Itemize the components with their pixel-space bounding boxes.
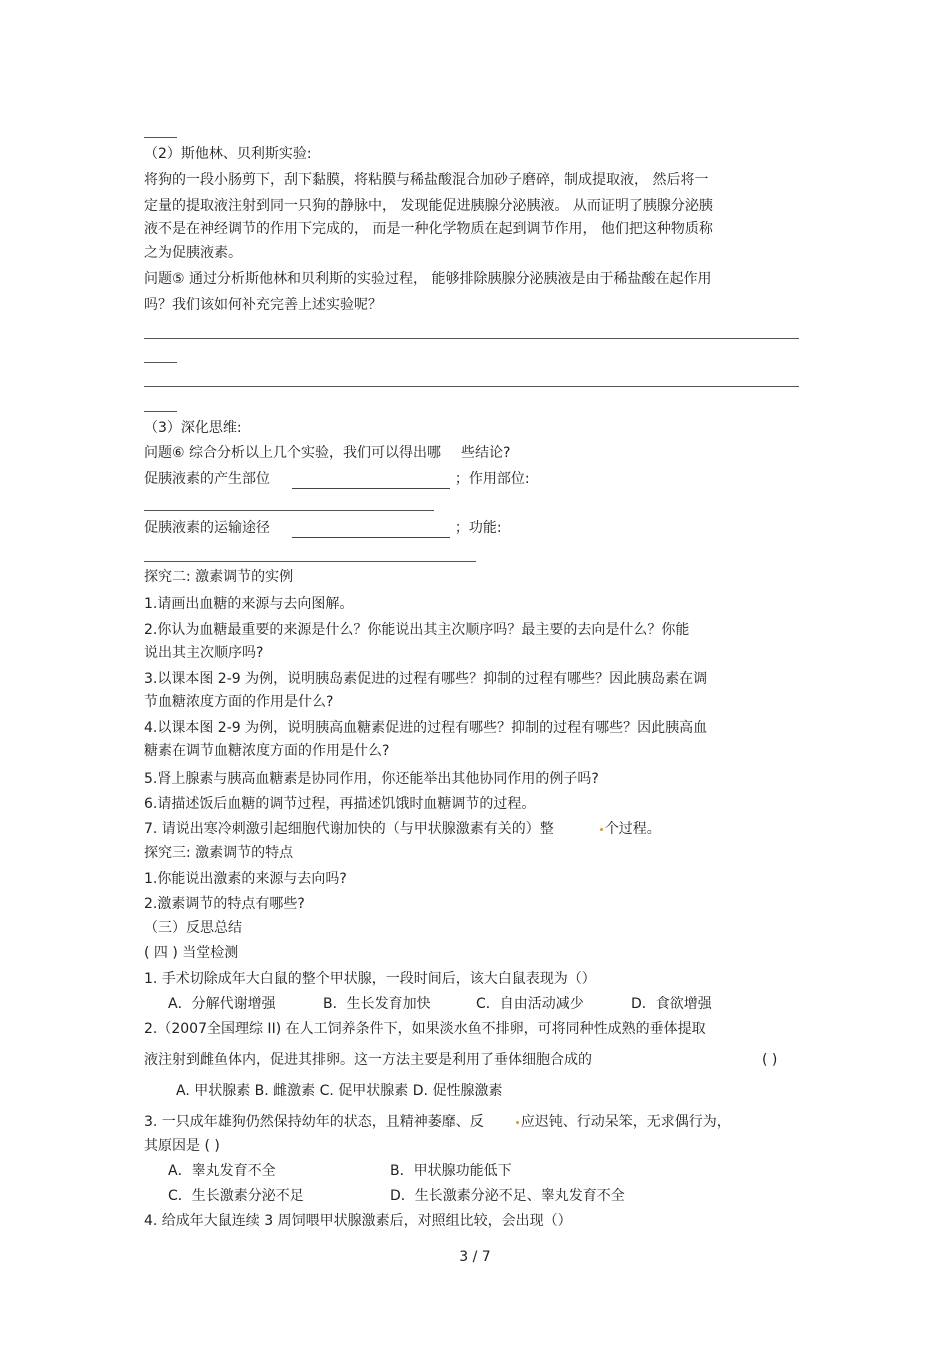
explore2-item: 3.以课本图 2-9 为例，说明胰岛素促进的过程有哪些？抑制的过程有哪些？因此胰岛素在调 <box>144 671 708 687</box>
explore2-item: 说出其主次顺序吗? <box>144 645 264 661</box>
q3-option-c[interactable]: C．生长激素分泌不足 <box>168 1188 304 1204</box>
origin-label: 促胰液素的产生部位 <box>144 471 270 487</box>
q3-tail: 应迟钝、行动呆笨，无求偶行为， <box>520 1114 731 1130</box>
q3-option-d[interactable]: D．生长激素分泌不足、睾丸发育不全 <box>390 1188 625 1204</box>
section2-paragraph-line: 之为促胰液素。 <box>144 245 242 261</box>
transport-row <box>144 518 502 538</box>
explore2-item: 2.你认为血糖最重要的来源是什么？你能说出其主次顺序吗？最主要的去向是什么？你能 <box>144 622 690 638</box>
q2-options: A. 甲状腺素 B. 雌激素 C. 促甲状腺素 D. 促性腺激素 <box>176 1083 503 1099</box>
q1-option-b[interactable]: B．生长发育加快 <box>323 996 431 1012</box>
answer-line[interactable] <box>144 338 799 339</box>
q1-option-a[interactable]: A．分解代谢增强 <box>168 996 276 1012</box>
test-heading: ( 四 ) 当堂检测 <box>144 945 239 961</box>
function-answer-line[interactable] <box>144 561 476 562</box>
question-5-cont: 吗？我们该如何补充完善上述实验呢？ <box>144 297 382 313</box>
explore3-item: 2.激素调节的特点有哪些? <box>144 896 305 912</box>
answer-line-stub <box>144 137 177 138</box>
summary-heading: （三）反思总结 <box>144 920 242 936</box>
question-6 <box>144 443 510 463</box>
q3-option-a[interactable]: A．睾丸发育不全 <box>168 1163 276 1179</box>
q1-option-c[interactable]: C．自由活动减少 <box>476 996 584 1012</box>
section2-heading: （2）斯他林、贝利斯实验: <box>144 146 312 162</box>
origin-row <box>144 469 530 489</box>
q1-option-d[interactable]: D．食欲增强 <box>631 996 712 1012</box>
explore2-item: 1.请画出血糖的来源与去向图解。 <box>144 596 354 612</box>
question-6-tail: 些结论? <box>461 445 511 461</box>
origin-blank[interactable] <box>292 474 450 489</box>
function-label: ；功能: <box>454 520 502 536</box>
item7-text: 7. 请说出寒冷刺激引起细胞代谢加快的（与甲状腺激素有关的）整 <box>144 821 554 837</box>
explore2-item: 节血糖浓度方面的作用是什么? <box>144 694 334 710</box>
explore2-item-7 <box>144 819 661 839</box>
question-6-text: 问题⑥ 综合分析以上几个实验，我们可以得出哪 <box>144 445 441 461</box>
test-question-1: 1. 手术切除成年大白鼠的整个甲状腺，一段时间后，该大白鼠表现为（） <box>144 971 596 987</box>
section3-heading: （3）深化思维: <box>144 420 242 436</box>
q2-answer-paren[interactable]: ( ) <box>762 1052 778 1068</box>
transport-label: 促胰液素的运输途径 <box>144 520 270 536</box>
test-question-2: 2.（2007全国理综 II) 在人工饲养条件下，如果淡水鱼不排卵，可将同种性成熟的垂体提取 <box>144 1021 706 1037</box>
test-question-3 <box>144 1112 731 1132</box>
mark-dot <box>600 828 603 831</box>
page-number: 3 / 7 <box>459 1249 491 1265</box>
explore2-heading: 探究二: 激素调节的实例 <box>144 569 294 585</box>
q3-option-b[interactable]: B．甲状腺功能低下 <box>390 1163 512 1179</box>
question-5: 问题⑤ 通过分析斯他林和贝利斯的实验过程， 能够排除胰腺分泌胰液是由于稀盐酸在起作用 <box>144 271 712 287</box>
mark-dot <box>516 1121 519 1124</box>
explore2-item: 糖素在调节血糖浓度方面的作用是什么? <box>144 743 390 759</box>
explore2-item: 6.请描述饭后血糖的调节过程，再描述饥饿时血糖调节的过程。 <box>144 796 536 812</box>
q3-text: 3. 一只成年雄狗仍然保持幼年的状态，且精神萎靡、反 <box>144 1114 484 1130</box>
test-question-4: 4. 给成年大鼠连续 3 周饲喂甲状腺激素后，对照组比较，会出现（） <box>144 1213 572 1229</box>
explore3-item: 1.你能说出激素的来源与去向吗? <box>144 871 347 887</box>
answer-line-stub <box>144 362 177 363</box>
explore2-item: 4.以课本图 2-9 为例，说明胰高血糖素促进的过程有哪些？抑制的过程有哪些？因此胰高血 <box>144 720 708 736</box>
section2-paragraph-line: 将狗的一段小肠剪下，刮下黏膜，将粘膜与稀盐酸混合加砂子磨碎，制成提取液， 然后将一 <box>144 172 709 188</box>
transport-blank[interactable] <box>292 523 450 538</box>
explore2-item: 5.肾上腺素与胰高血糖素是协同作用，你还能举出其他协同作用的例子吗? <box>144 771 599 787</box>
section2-paragraph-line: 液不是在神经调节的作用下完成的， 而是一种化学物质在起到调节作用， 他们把这种物质称 <box>144 221 713 237</box>
section2-paragraph-line: 定量的提取液注射到同一只狗的静脉中， 发现能促进胰腺分泌胰液。 从而证明了胰腺分泌胰 <box>144 198 713 214</box>
answer-line-stub <box>144 411 177 412</box>
explore3-heading: 探究三: 激素调节的特点 <box>144 845 294 861</box>
test-question-2-cont: 液注射到雌鱼体内，促进其排卵。这一方法主要是利用了垂体细胞合成的 <box>144 1052 592 1068</box>
test-question-3-cont: 其原因是 ( ) <box>144 1138 220 1154</box>
answer-line[interactable] <box>144 386 799 387</box>
action-answer-line[interactable] <box>144 510 434 511</box>
action-label: ；作用部位: <box>454 471 530 487</box>
item7-tail: 个过程。 <box>604 821 661 837</box>
